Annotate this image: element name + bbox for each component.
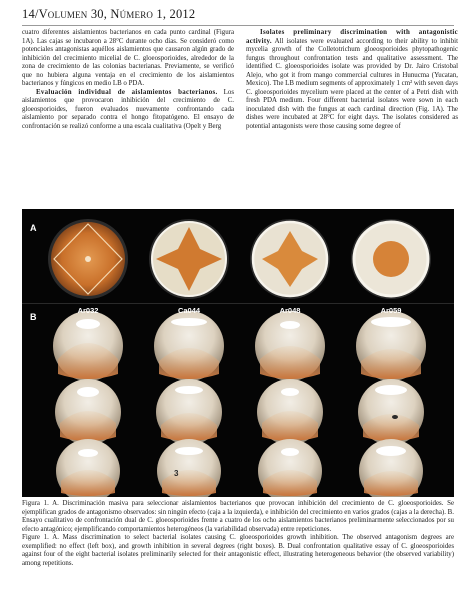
isolate-label-1: Ar032	[77, 306, 99, 315]
plate-a3	[250, 219, 330, 299]
plate-b-r1c3	[255, 311, 325, 381]
panel-b-label: B	[30, 312, 37, 322]
left-paragraph-1: cuatro diferentes aislamientos bacterianos en cada punto cardinal (Figura 1A). Las cajas se incubaron a 28°C durante ocho días. Se consideró como potenciales antagonistas aquéllos aislamientos que causaron algún grado de inhibición del crecimiento micelial de C. gloeosporioides, alrededor de la zona de crecimiento de las colonias bacterianas. Previamente, se verificó que no hubiera alguna ventaja en el crecimiento de los aislamientos bacterianos y fúngicos en medio LB o PDA.	[22, 29, 234, 88]
isolate-label-3: Ar048	[279, 306, 301, 315]
caption-english: Figure 1. A. Mass discrimination to select bacterial isolates causing C. gloeosporioides growth inhibition. The observed antagonism degrees are exemplified: no effect (left box), and growth inhibition in several degrees (right boxes). B. Dual confrontation qualitative essay of C. gloeosporioides against four of the eight bacterial isolates preliminarily selected for their antagonistic effect, illustrating heterogeneous behavior (the observed variability) among repetitions.	[22, 534, 454, 567]
figure-1-photo	[22, 209, 454, 497]
left-text-column	[22, 29, 234, 132]
left-paragraph-2	[22, 89, 234, 132]
plate-b-r2c2	[156, 379, 222, 445]
right-paragraph-1	[246, 29, 458, 132]
left-paragraph-2-heading: Evaluación individual de aislamientos bacterianos.	[36, 88, 218, 96]
isolate-label-4: Ar059	[380, 306, 402, 315]
plate-b-r2c4	[358, 379, 424, 445]
left-paragraph-2-body: Los aislamientos que provocaron inhibición del crecimiento de C. gloeosporioides, fueron evaluados nuevamente confrontando cada aislamiento por separado contra el hongo fitopatógeno. El ensayo de confrontación se realizó conforme a una escala cualitativa (Opelt y Berg	[22, 88, 234, 131]
running-header	[22, 4, 454, 26]
plate-b-r1c4	[356, 311, 426, 381]
plate-b-r2c3	[257, 379, 323, 445]
caption-spanish: Figura 1. A. Discriminación masiva para seleccionar aislamientos bacterianos que provocan inhibición del crecimiento de C. gloeosporioides. Se ejemplifican grados de antagonismo observados: sin ningún efecto (caja a la izquierda), e inhibición del crecimiento en varios grados (cajas a la derecha). B. Ensayo cualitativo de confrontación dual de C. gloeosporioides frente a cuatro de los ocho aislamientos bacterianos preliminarmente seleccionados por su efecto antagónico; ejemplificando comportamientos heterogéneos (la variabilidad observada) entre repeticiones.	[22, 500, 454, 533]
plate-b-r1c2	[154, 311, 224, 381]
plate-b-r3c3	[258, 439, 322, 497]
plate-b-r3c4	[359, 439, 423, 497]
plate-b-r3c2	[157, 439, 221, 497]
isolate-label-2: Ca044	[177, 306, 201, 315]
panel-b-plates	[53, 311, 426, 497]
figure-1	[22, 209, 454, 497]
panel-a-label: A	[30, 223, 37, 233]
right-paragraph-1-heading: Isolates preliminary discrimination with antagonistic activity.	[246, 29, 458, 45]
running-head-text: 14/Volumen 30, Número 1, 2012	[22, 7, 196, 21]
plate-marker: 3	[174, 469, 179, 478]
plate-b-r1c1	[53, 311, 123, 381]
figure-caption	[22, 500, 454, 568]
plate-a2	[149, 219, 229, 299]
plate-a4	[351, 219, 431, 299]
plate-b-r3c1	[56, 439, 120, 497]
panel-a-plates	[48, 219, 431, 299]
plate-b-r2c1	[55, 379, 121, 445]
right-text-column	[246, 29, 458, 132]
right-paragraph-1-body: All isolates were evaluated according to their ability to inhibit mycelia growth of the Colletotrichum gloeosporioides phytopathogenic fungus throughout confrontation tests and qualitative assessment. The identified C. gloeosporioides isolate was provided by Dr. Jairo Cristobal Alejo, who got it from mango commercial cultures in Hunucma (Yucatan, Mexico). The LB medium segments of approximately 1 cm² with seven days C. gloeosporioides mycelium were placed at the center of a Petri dish with fresh PDA medium. Four different bacterial isolates were sown in each inoculated dish with the fungus at each cardinal direction (Fig. 1A). The dishes were incubated at 28°C for eight days. The isolates considered as potential antagonists were those causing some degree of	[246, 37, 458, 131]
plate-a1	[48, 219, 128, 299]
